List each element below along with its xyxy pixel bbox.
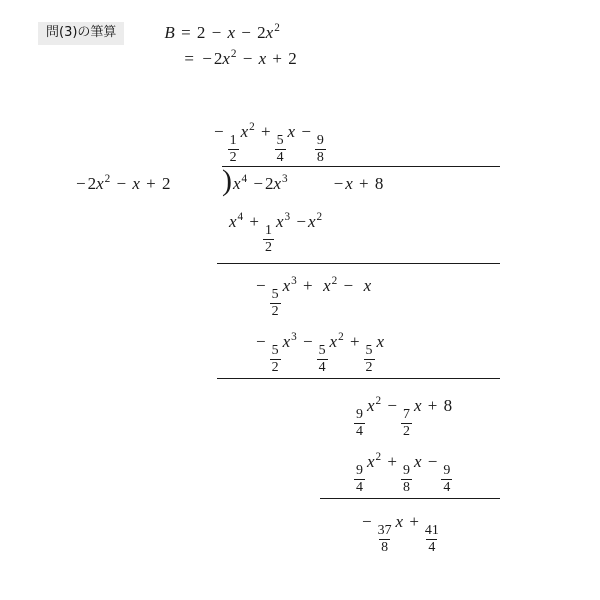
exponent-2: 2: [338, 331, 344, 344]
exponent-2: 2: [375, 451, 382, 464]
term-x: x: [258, 48, 267, 68]
fraction-thirtyseven-eighths: [376, 524, 394, 555]
fraction-seven-halves: [401, 408, 412, 439]
dividend-row: [233, 174, 383, 194]
fraction-five-fourths: [275, 134, 286, 165]
minus-sign: −: [202, 48, 212, 68]
fraction-one-half: [228, 134, 239, 165]
term-x: x: [376, 332, 385, 351]
fraction-five-fourths: [317, 344, 328, 375]
exponent-2: 2: [104, 173, 111, 186]
numerator: 5: [271, 343, 279, 359]
term-x: x: [323, 276, 331, 295]
term-x: x: [329, 332, 338, 351]
plus-sign: +: [427, 396, 438, 415]
term-2: 2: [288, 48, 297, 68]
term-x: x: [366, 452, 375, 471]
denominator: 2: [265, 240, 272, 256]
term-x: x: [282, 332, 291, 351]
minus-sign: −: [211, 23, 222, 42]
term-8: 8: [374, 174, 384, 193]
term-x: x: [96, 174, 104, 193]
numerator: 7: [402, 407, 410, 423]
coef-2: 2: [87, 174, 97, 193]
denominator: 8: [402, 480, 410, 496]
exponent-3: 3: [284, 211, 291, 224]
step-row-2: [254, 276, 371, 320]
exponent-2: 2: [249, 121, 255, 134]
exponent-2: 2: [331, 275, 338, 288]
minus-sign: −: [116, 174, 127, 193]
division-bracket: ): [222, 164, 232, 197]
minus-sign: −: [301, 122, 311, 141]
exponent-3: 3: [291, 275, 297, 288]
exponent-3: 3: [291, 331, 297, 344]
header: [38, 22, 297, 71]
coef-2: 2: [265, 174, 274, 193]
term-x: x: [275, 212, 284, 231]
numerator: 9: [443, 463, 451, 479]
minus-sign: −: [333, 174, 344, 193]
term-x: x: [240, 122, 249, 141]
term-x: x: [395, 512, 404, 531]
denominator: 4: [356, 424, 363, 440]
fraction-five-halves: [270, 288, 281, 319]
fraction-nine-eighths: [315, 134, 326, 165]
remainder-row: [360, 512, 443, 556]
term-x: x: [132, 174, 140, 193]
coef-2: 2: [257, 23, 266, 42]
numerator: 9: [356, 463, 363, 479]
exponent-2: 2: [230, 48, 237, 61]
plus-sign: +: [146, 174, 156, 193]
denominator: 2: [271, 304, 279, 320]
numerator: 5: [271, 287, 279, 303]
denominator: 2: [402, 424, 410, 440]
plus-sign: +: [249, 212, 259, 231]
minus-sign: −: [256, 276, 266, 295]
term-x: x: [363, 276, 372, 295]
numerator: 9: [316, 133, 324, 149]
problem-tag: 問(3)の筆算: [38, 22, 124, 45]
plus-sign: +: [349, 332, 360, 351]
term-x: x: [413, 452, 422, 471]
term-x: x: [229, 212, 237, 231]
minus-sign: −: [343, 276, 354, 295]
minus-sign: −: [302, 332, 313, 351]
denominator: 2: [229, 150, 237, 166]
fraction-fortyone-fourths: [423, 524, 441, 555]
step-row-4: [352, 396, 452, 440]
fraction-nine-fourths: [441, 464, 452, 495]
divisor-row: [74, 174, 170, 194]
minus-sign: −: [253, 174, 263, 193]
term-x: x: [227, 23, 236, 42]
step-row-5: [352, 452, 454, 496]
fraction-nine-fourths: [354, 408, 365, 439]
numerator: 5: [365, 343, 373, 359]
minus-sign: −: [214, 122, 224, 141]
denominator: 4: [276, 150, 284, 166]
minus-sign: −: [362, 512, 372, 531]
variable-b: B: [164, 23, 175, 42]
numerator: 5: [318, 343, 326, 359]
subtraction-rule-2: [217, 378, 500, 379]
numerator: 5: [276, 133, 284, 149]
minus-sign: −: [387, 396, 397, 415]
denominator: 2: [271, 360, 279, 376]
term-x: x: [282, 276, 291, 295]
exponent-2: 2: [375, 395, 382, 408]
exponent-2: 2: [274, 22, 280, 35]
term-x: x: [287, 122, 296, 141]
term-x: x: [265, 23, 274, 42]
exponent-3: 3: [282, 173, 288, 186]
minus-sign: −: [427, 452, 438, 471]
denominator: 2: [365, 360, 373, 376]
term-2: 2: [161, 174, 171, 193]
exponent-4: 4: [237, 211, 244, 224]
header-equations: [164, 22, 296, 71]
numerator: 37: [377, 523, 392, 539]
plus-sign: +: [409, 512, 419, 531]
minus-sign: −: [242, 48, 253, 68]
term-x: x: [345, 174, 353, 193]
denominator: 4: [443, 480, 451, 496]
minus-sign: −: [241, 23, 251, 42]
denominator: 4: [318, 360, 326, 376]
fraction-nine-fourths: [354, 464, 365, 495]
plus-sign: +: [302, 276, 313, 295]
denominator: 8: [381, 540, 389, 556]
term-x: x: [222, 48, 230, 68]
fraction-nine-eighths: [401, 464, 412, 495]
plus-sign: +: [359, 174, 369, 193]
numerator: 9: [356, 407, 363, 423]
term-x: x: [307, 212, 316, 231]
numerator: 41: [424, 523, 439, 539]
coef-2: 2: [213, 48, 223, 68]
term-x: x: [273, 174, 282, 193]
fraction-one-half: [263, 224, 274, 255]
term-x: x: [233, 174, 241, 193]
plus-sign: +: [272, 48, 282, 68]
equation-line-1: [164, 22, 296, 45]
term-8: 8: [443, 396, 453, 415]
equals-sign: =: [181, 23, 191, 42]
plus-sign: +: [260, 122, 271, 141]
equation-line-2: [164, 48, 296, 71]
exponent-4: 4: [241, 173, 248, 186]
quotient-rule: [222, 166, 500, 167]
numerator: 9: [402, 463, 410, 479]
minus-sign: −: [256, 332, 266, 351]
exponent-2: 2: [316, 211, 323, 224]
fraction-five-halves: [364, 344, 375, 375]
numerator: 1: [265, 223, 272, 239]
subtraction-rule-1: [217, 263, 500, 264]
term-2: 2: [196, 23, 206, 42]
denominator: 4: [428, 540, 436, 556]
plus-sign: +: [387, 452, 397, 471]
numerator: 1: [229, 133, 237, 149]
denominator: 8: [316, 150, 324, 166]
minus-sign: −: [296, 212, 306, 231]
step-row-1: [229, 212, 322, 256]
subtraction-rule-3: [320, 498, 500, 499]
denominator: 4: [356, 480, 363, 496]
fraction-five-halves: [270, 344, 281, 375]
step-row-3: [254, 332, 384, 376]
minus-sign: −: [76, 174, 86, 193]
term-x: x: [366, 396, 375, 415]
equals-sign: =: [184, 48, 195, 68]
term-x: x: [413, 396, 422, 415]
quotient-row: [212, 122, 328, 166]
